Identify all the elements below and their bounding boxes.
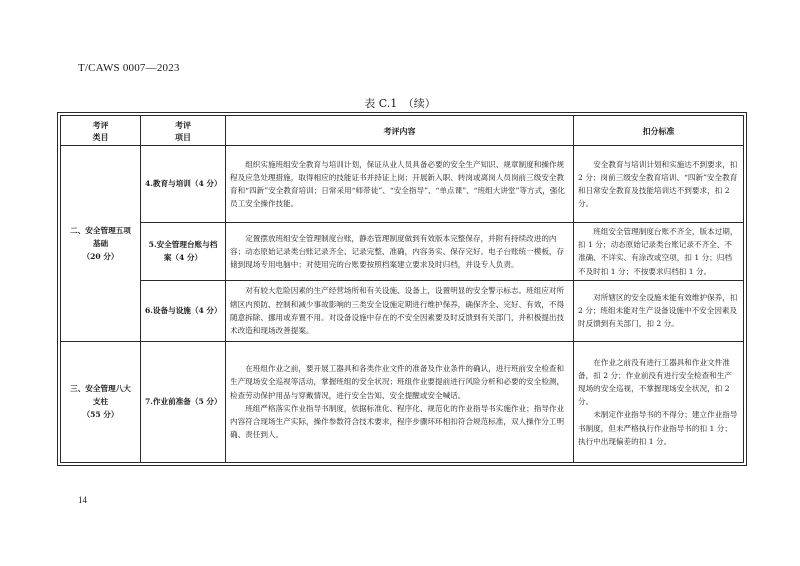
category-cell-eight-pillars: 三、安全管理八大 支柱 （55 分） — [61, 341, 141, 462]
header-score: 扣分标准 — [574, 116, 744, 146]
item-cell: 7.作业前准备（5 分） — [141, 341, 226, 462]
standard-code: T/CAWS 0007—2023 — [78, 62, 180, 74]
table-header-row — [61, 116, 744, 146]
content-cell: 定置摆放班组安全管理制度台账，静态管理制度做到有效版本完整保存，并附有持续改进的内容；动态原始记录类台账记录齐全、记录完整、准确，内容务实、保存完好。电子台账统一模板，存储到现场专用电脑中；对使用完的台账要按照档案建立要求及时归档，并设专人负责。 — [226, 223, 574, 281]
evaluation-table — [60, 115, 744, 463]
table-row — [61, 223, 744, 281]
item-cell: 6.设备与设施（4 分） — [141, 280, 226, 341]
score-cell: 对所辖区的安全设施未能有效维护保养，扣 2 分；班组未能对生产设备设施中不安全因素及时反馈到有关部门，扣 2 分。 — [574, 280, 744, 341]
content-cell: 对有较大危险因素的生产经营场所和有关设施、设备上，设置明显的安全警示标志。班组应对所辖区内预防、控制和减少事故影响的三类安全设施定期进行维护保养，确保齐全、完好、有效，不得随意拆除、挪用或弃置不用。对设备设施中存在的不安全因素要及时反馈到有关部门，并积极提出技术改造和现场改善提案。 — [226, 280, 574, 341]
page-number: 14 — [78, 495, 87, 505]
item-cell: 4.教育与培训（4 分） — [141, 146, 226, 223]
category-cell-management-basics: 二、安全管理五项 基础 （20 分） — [61, 146, 141, 342]
table-row — [61, 280, 744, 341]
table-row — [61, 146, 744, 223]
header-item: 考评 项目 — [141, 116, 226, 146]
table-row — [61, 341, 744, 462]
header-category: 考评 类目 — [61, 116, 141, 146]
score-cell: 在作业之前没有进行工器具和作业文件准备，扣 2 分；作业前没有进行安全检查和生产现场的安全巡视，不掌握现场安全状况，扣 2 分。 未制定作业指导书的不得分；建立作业指导书制度，但未严格执行作业指导书的扣 1 分；执行中出现偏差的扣 1 分。 — [574, 341, 744, 462]
table-title: 表 C.1 （续） — [364, 97, 436, 110]
score-cell: 安全教育与培训计划和实施达不到要求，扣 2 分；岗前三级安全教育培训、“四新”安全教育和日常安全教育及技能培训达不到要求，扣 2 分。 — [574, 146, 744, 223]
header-content: 考评内容 — [226, 116, 574, 146]
item-cell: 5.安全管理台账与档案（4 分） — [141, 223, 226, 281]
content-cell: 在班组作业之前，要开展工器具和各类作业文件的准备及作业条件的确认，进行班前安全检查和生产现场安全巡视等活动，掌握班组的安全状况；班组作业要提前进行风险分析和必要的安全检测，检查劳动保护用品与穿戴情况，进行安全告知、安全提醒或安全喊话。 班组严格落实作业指导书制度，依据标准化、程序化、规范化的作业指导书实施作业；指导作业内容符合现场生产实际，操作参数符合技术要求，程序步骤环环相扣符合规范标准，双人操作分工明确、责任到人。 — [226, 341, 574, 462]
score-cell: 班组安全管理制度台账不齐全，版本过期，扣 1 分；动态原始记录类台账记录不齐全、不准确、不详实、有涂改或空项，扣 1 分；归档不及时扣 1 分；不按要求归档扣 1 分。 — [574, 223, 744, 281]
content-cell: 组织实施班组安全教育与培训计划，保证从业人员具备必要的安全生产知识、规章制度和操作规程及应急处理措施，取得相应的技能证书并持证上岗；开展新入职、转岗或离岗人员岗前三级安全教育和“四新”安全教育培训；日常采用“师带徒”、“安全指导”、“单点课”、“班组大讲堂”等方式，强化员工安全操作技能。 — [226, 146, 574, 223]
